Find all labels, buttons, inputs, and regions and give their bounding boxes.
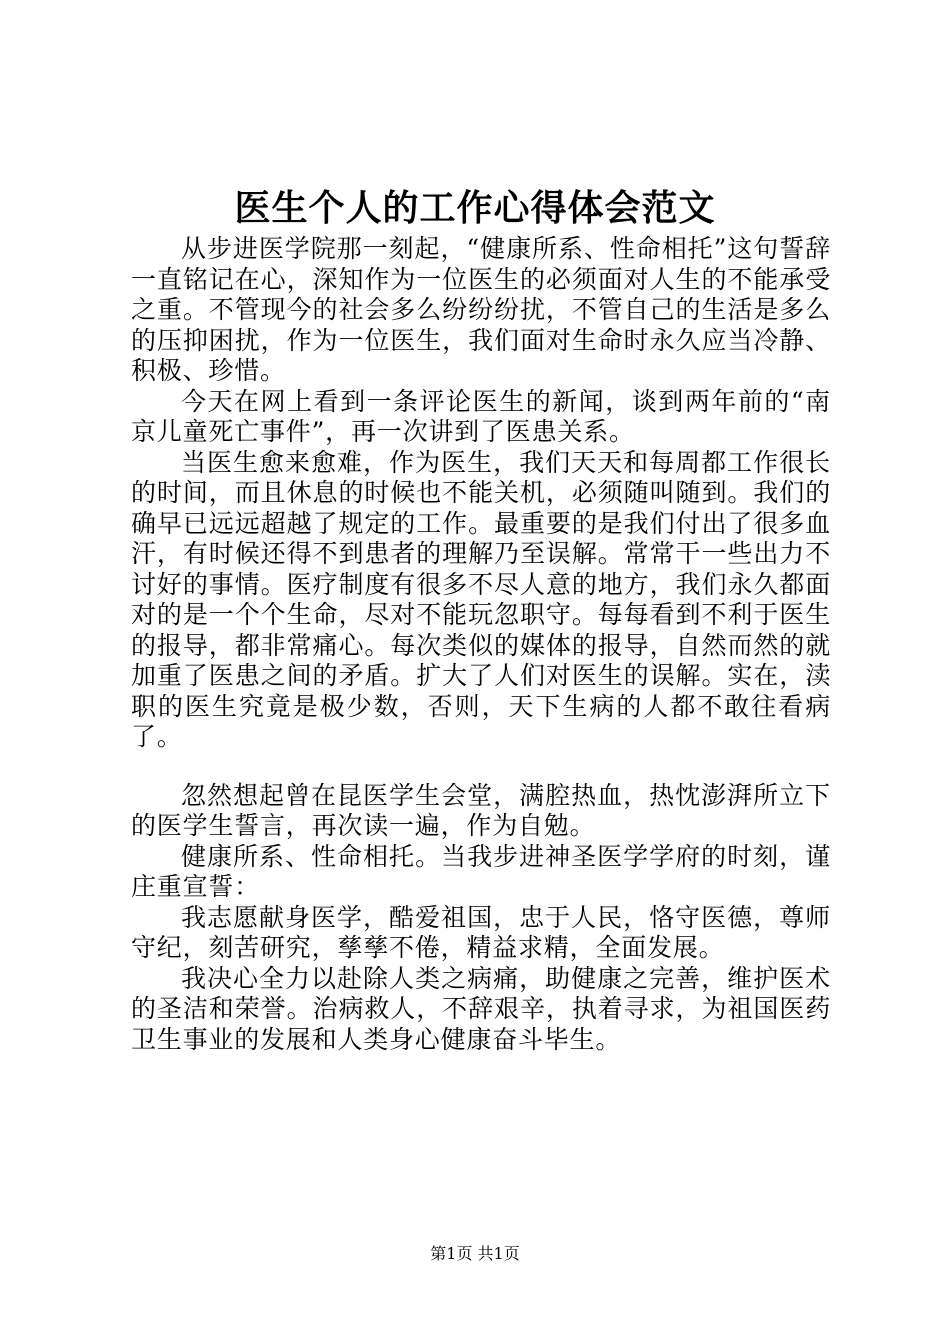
- document-body: [131, 234, 831, 1055]
- paragraph-3: 当医生愈来愈难，作为医生，我们天天和每周都工作很长的时间，而且休息的时候也不能关机，必须随叫随到。我们的确早已远远超越了规定的工作。最重要的是我们付出了很多血汗，有时候还得不到患者的理解乃至误解。常常干一些出力不讨好的事情。医疗制度有很多不尽人意的地方，我们永久都面对的是一个个生命，尽对不能玩忽职守。每每看到不利于医生的报导，都非常痛心。每次类似的媒体的报导，自然而然的就加重了医患之间的矛盾。扩大了人们对医生的误解。实在，渎职的医生究竟是极少数，否则，天下生病的人都不敢往看病了。: [131, 447, 831, 751]
- paragraph-6: 我志愿献身医学，酷爱祖国，忠于人民，恪守医德，尊师守纪，刻苦研究，孳孳不倦，精益求精，全面发展。: [131, 902, 831, 962]
- page-number-footer: 第1页 共1页: [430, 1244, 520, 1263]
- paragraph-2: 今天在网上看到一条评论医生的新闻，谈到两年前的“南京儿童死亡事件”，再一次讲到了医患关系。: [131, 386, 831, 446]
- paragraph-5: 健康所系、性命相托。当我步进神圣医学学府的时刻，谨庄重宣誓：: [131, 841, 831, 901]
- paragraph-1: 从步进医学院那一刻起，“健康所系、性命相托”这句誓辞一直铭记在心，深知作为一位医生的必须面对人生的不能承受之重。不管现今的社会多么纷纷纷扰，不管自己的生活是多么的压抑困扰，作为一位医生，我们面对生命时永久应当冷静、积极、珍惜。: [131, 234, 831, 385]
- paragraph-4: 忽然想起曾在昆医学生会堂，满腔热血，热忱澎湃所立下的医学生誓言，再次读一遍，作为自勉。: [131, 780, 831, 840]
- paragraph-7: 我决心全力以赴除人类之病痛，助健康之完善，维护医术的圣洁和荣誉。治病救人，不辞艰辛，执着寻求，为祖国医药卫生事业的发展和人类身心健康奋斗毕生。: [131, 963, 831, 1054]
- document-title: 医生个人的工作心得体会范文: [234, 187, 716, 229]
